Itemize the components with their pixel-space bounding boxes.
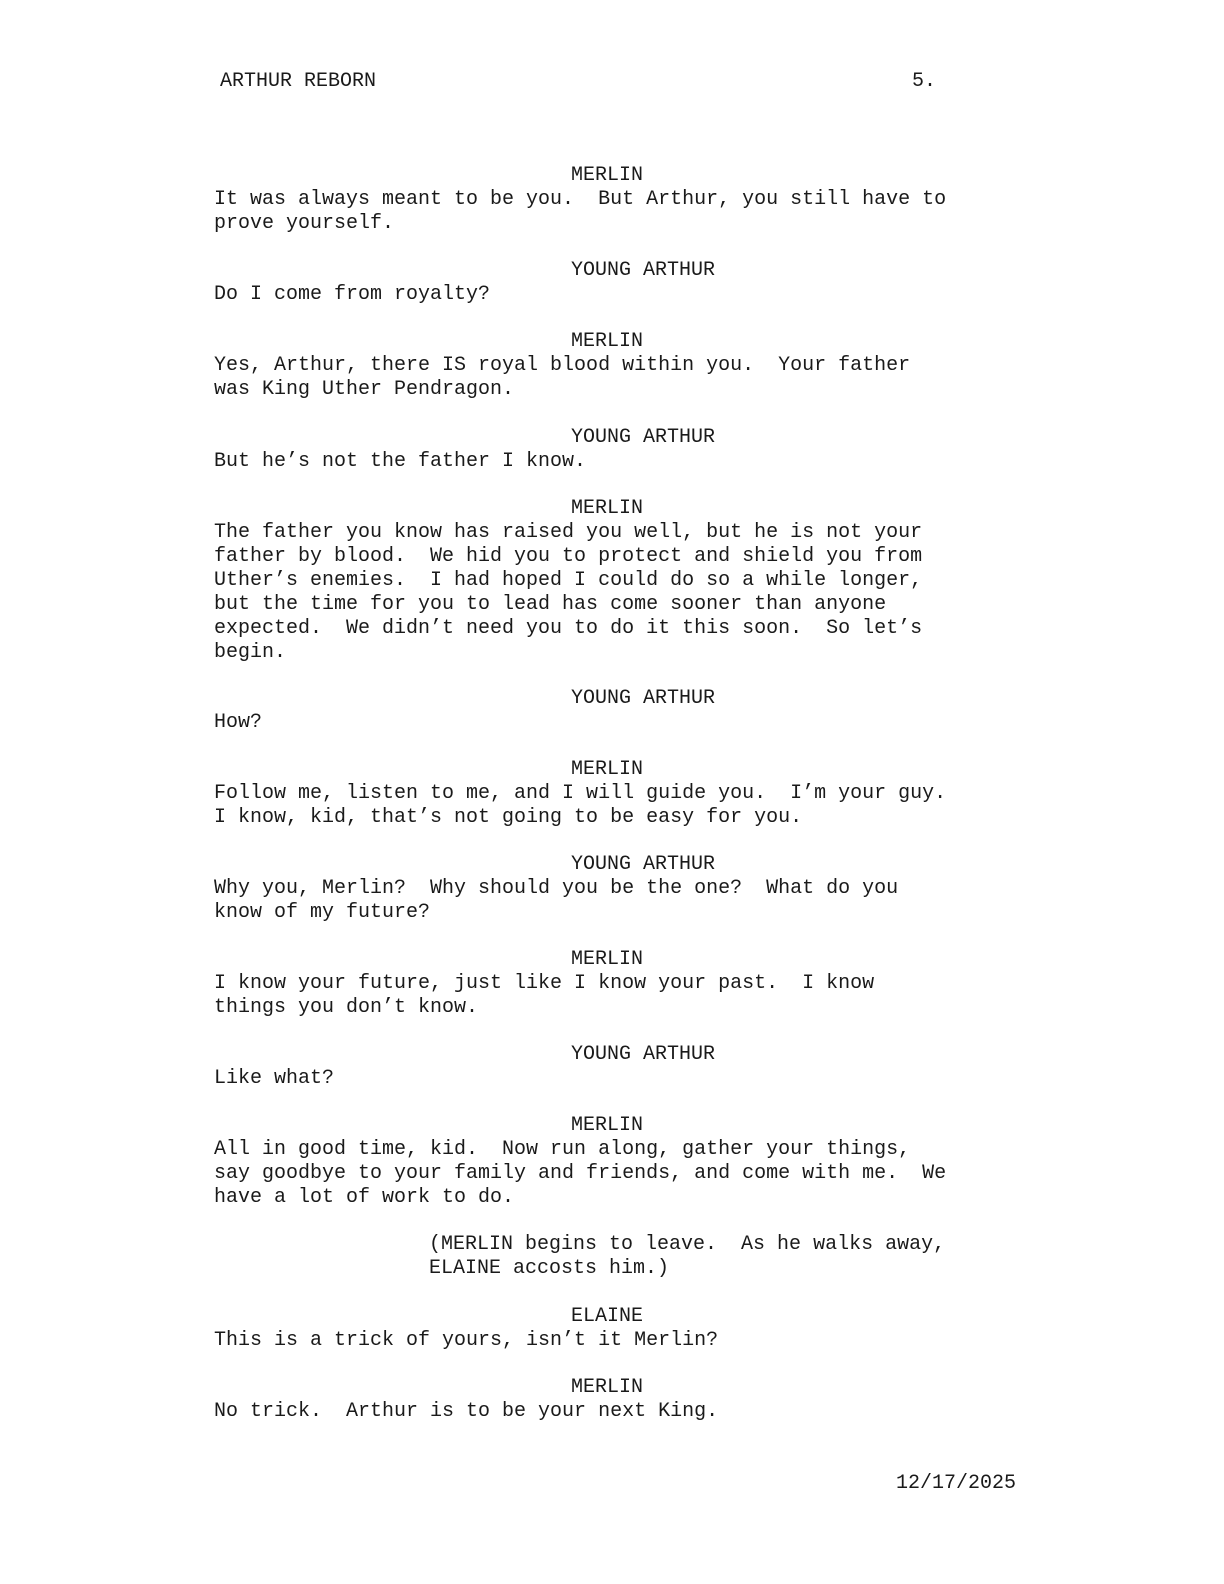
- character-name: MERLIN: [571, 164, 644, 187]
- character-name: YOUNG ARTHUR: [571, 259, 716, 282]
- dialogue-line: I know your future, just like I know your past. I know: [214, 972, 875, 995]
- dialogue-line: I know, kid, that’s not going to be easy for you.: [214, 806, 803, 829]
- dialogue-line: Why you, Merlin? Why should you be the one? What do you: [214, 877, 899, 900]
- dialogue-line: Do I come from royalty?: [214, 283, 491, 306]
- dialogue-line: Yes, Arthur, there IS royal blood within you. Your father: [214, 354, 911, 377]
- dialogue-line: say goodbye to your family and friends, and come with me. We: [214, 1162, 947, 1185]
- dialogue-line: begin.: [214, 641, 287, 664]
- dialogue-line: know of my future?: [214, 901, 431, 924]
- dialogue-line: but the time for you to lead has come sooner than anyone: [214, 593, 887, 616]
- dialogue-line: It was always meant to be you. But Arthur, you still have to: [214, 188, 947, 211]
- character-name: YOUNG ARTHUR: [571, 1043, 716, 1066]
- dialogue-line: father by blood. We hid you to protect and shield you from: [214, 545, 923, 568]
- dialogue-line: expected. We didn’t need you to do it this soon. So let’s: [214, 617, 923, 640]
- character-name: MERLIN: [571, 948, 644, 971]
- character-name: MERLIN: [571, 1376, 644, 1399]
- character-name: MERLIN: [571, 1114, 644, 1137]
- dialogue-line: All in good time, kid. Now run along, gather your things,: [214, 1138, 911, 1161]
- dialogue-line: The father you know has raised you well, but he is not your: [214, 521, 923, 544]
- dialogue-line: Uther’s enemies. I had hoped I could do so a while longer,: [214, 569, 923, 592]
- dialogue-line: This is a trick of yours, isn’t it Merlin?: [214, 1329, 719, 1352]
- character-name: MERLIN: [571, 758, 644, 781]
- dialogue-line: things you don’t know.: [214, 996, 479, 1019]
- character-name: YOUNG ARTHUR: [571, 687, 716, 710]
- action-line: (MERLIN begins to leave. As he walks away,: [429, 1233, 946, 1256]
- dialogue-line: have a lot of work to do.: [214, 1186, 515, 1209]
- dialogue-line: But he’s not the father I know.: [214, 450, 587, 473]
- dialogue-line: prove yourself.: [214, 212, 395, 235]
- action-line: ELAINE accosts him.): [429, 1257, 670, 1280]
- character-name: ELAINE: [571, 1305, 644, 1328]
- script-title: ARTHUR REBORN: [220, 70, 377, 93]
- dialogue-line: Like what?: [214, 1067, 335, 1090]
- character-name: YOUNG ARTHUR: [571, 426, 716, 449]
- dialogue-line: How?: [214, 711, 263, 734]
- page-number: 5.: [912, 70, 937, 93]
- dialogue-line: No trick. Arthur is to be your next King.: [214, 1400, 719, 1423]
- character-name: YOUNG ARTHUR: [571, 853, 716, 876]
- character-name: MERLIN: [571, 497, 644, 520]
- character-name: MERLIN: [571, 330, 644, 353]
- dialogue-line: was King Uther Pendragon.: [214, 378, 515, 401]
- revision-date: 12/17/2025: [896, 1472, 1017, 1495]
- dialogue-line: Follow me, listen to me, and I will guide you. I’m your guy.: [214, 782, 947, 805]
